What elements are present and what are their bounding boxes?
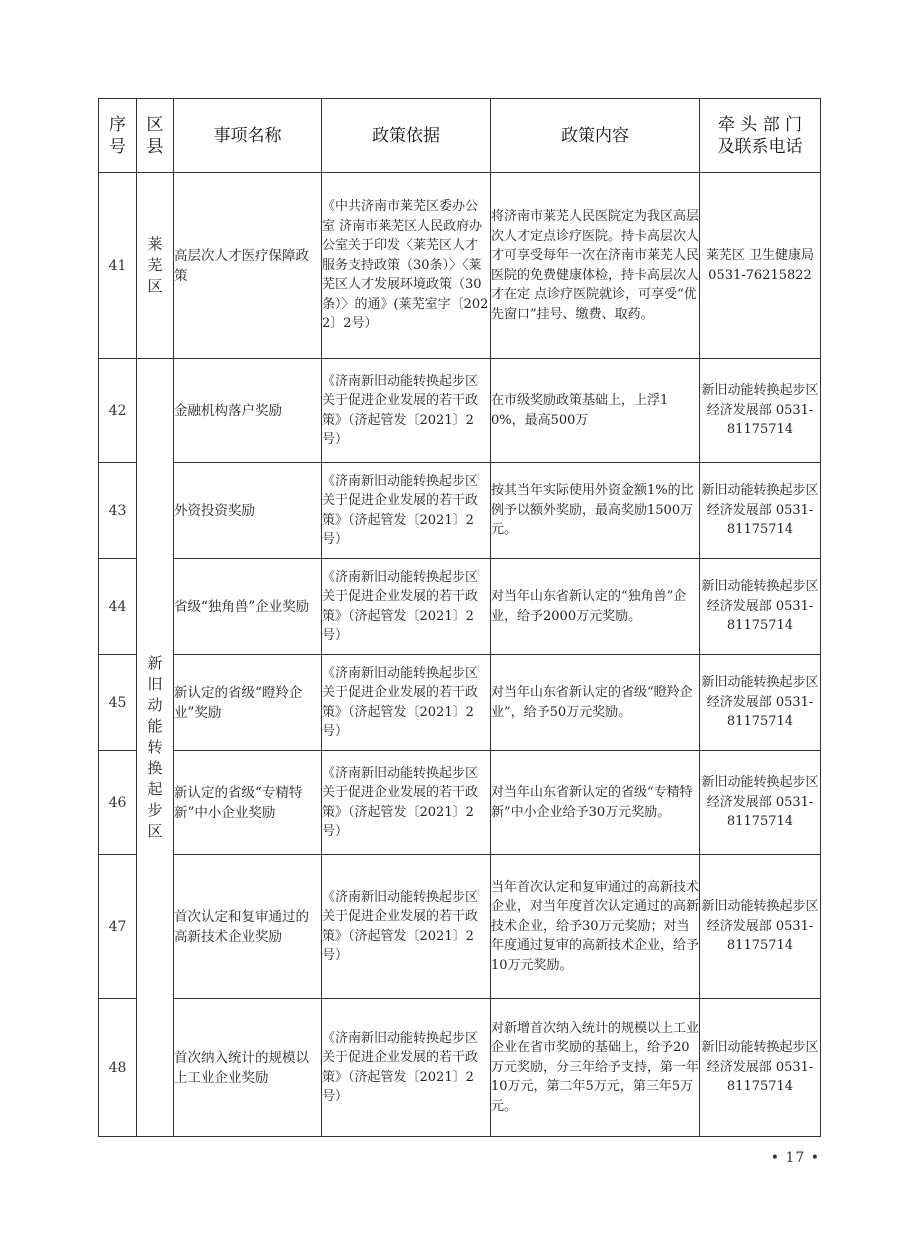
policy-content-cell: 对当年山东省新认定的省级“专精特新”中小企业给予30万元奖励。: [491, 751, 700, 855]
policy-content-cell: 按其当年实际使用外资金额1%的比例予以额外奖励，最高奖励1500万元。: [491, 463, 700, 559]
item-name-cell: 金融机构落户奖励: [174, 359, 322, 463]
header-lead-department: 牵 头 部 门 及联系电话: [700, 99, 821, 173]
item-name-cell: 首次纳入统计的规模以上工业企业奖励: [174, 999, 322, 1137]
row-number: 46: [99, 751, 137, 855]
row-number: 45: [99, 655, 137, 751]
item-name-cell: 高层次人才医疗保障政策: [174, 173, 322, 359]
policy-content-cell: 对当年山东省新认定的“独角兽”企业，给予2000万元奖励。: [491, 559, 700, 655]
department-cell: 新旧动能转换起步区经济发展部 0531-81175714: [700, 359, 821, 463]
district-cell: 莱芜区: [137, 173, 174, 359]
row-number: 43: [99, 463, 137, 559]
department-cell: 新旧动能转换起步区经济发展部 0531-81175714: [700, 855, 821, 999]
row-number: 48: [99, 999, 137, 1137]
policy-basis-cell: 《济南新旧动能转换起步区关于促进企业发展的若干政策》（济起管发〔2021〕2号）: [322, 655, 491, 751]
item-name-cell: 新认定的省级“瞪羚企业”奖励: [174, 655, 322, 751]
policy-table: [98, 98, 821, 1137]
policy-basis-cell: 《济南新旧动能转换起步区关于促进企业发展的若干政策》（济起管发〔2021〕2号）: [322, 559, 491, 655]
policy-basis-cell: 《济南新旧动能转换起步区关于促进企业发展的若干政策》（济起管发〔2021〕2号）: [322, 463, 491, 559]
department-cell: 新旧动能转换起步区经济发展部 0531-81175714: [700, 463, 821, 559]
header-seq: 序号: [99, 99, 137, 173]
department-cell: 新旧动能转换起步区经济发展部 0531-81175714: [700, 559, 821, 655]
policy-content-cell: 对当年山东省新认定的省级“瞪羚企业”，给予50万元奖励。: [491, 655, 700, 751]
policy-basis-cell: 《济南新旧动能转换起步区关于促进企业发展的若干政策》（济起管发〔2021〕2号）: [322, 855, 491, 999]
item-name-cell: 首次认定和复审通过的高新技术企业奖励: [174, 855, 322, 999]
policy-basis-cell: 《济南新旧动能转换起步区关于促进企业发展的若干政策》（济起管发〔2021〕2号）: [322, 359, 491, 463]
row-number: 44: [99, 559, 137, 655]
header-row: [99, 99, 821, 173]
item-name-cell: 新认定的省级“专精特新”中小企业奖励: [174, 751, 322, 855]
policy-content-cell: 当年首次认定和复审通过的高新技术企业，对当年度首次认定通过的高新技术企业，给予30万元奖励；对当年度通过复审的高新技术企业，给予10万元奖励。: [491, 855, 700, 999]
item-name-cell: 省级“独角兽”企业奖励: [174, 559, 322, 655]
policy-content-cell: 对新增首次纳入统计的规模以上工业企业在省市奖励的基础上，给予20万元奖励，分三年给予支持，第一年10万元，第二年5万元，第三年5万元。: [491, 999, 700, 1137]
department-cell: 新旧动能转换起步区经济发展部 0531-81175714: [700, 751, 821, 855]
department-cell: 新旧动能转换起步区经济发展部 0531-81175714: [700, 999, 821, 1137]
header-item-name: 事项名称: [174, 99, 322, 173]
table-row: [99, 855, 821, 999]
header-policy-basis: 政策依据: [322, 99, 491, 173]
policy-basis-cell: 《济南新旧动能转换起步区关于促进企业发展的若干政策》（济起管发〔2021〕2号）: [322, 751, 491, 855]
district-cell: 新旧动能转换起步区: [137, 359, 174, 1137]
item-name-cell: 外资投资奖励: [174, 463, 322, 559]
department-cell: 新旧动能转换起步区经济发展部 0531-81175714: [700, 655, 821, 751]
policy-content-cell: 将济南市莱芜人民医院定为我区高层次人才定点诊疗医院。持卡高层次人才可享受每年一次在济南市莱芜人民医院的免费健康体检，持卡高层次人才在定 点诊疗医院就诊，可享受“优先窗口”挂号、缴费、取药。: [491, 173, 700, 359]
table-row: [99, 559, 821, 655]
table-row: [99, 463, 821, 559]
page-number: • 17 •: [770, 1150, 820, 1166]
header-policy-content: 政策内容: [491, 99, 700, 173]
table-row: [99, 751, 821, 855]
department-cell: 莱芜区 卫生健康局 0531-76215822: [700, 173, 821, 359]
row-number: 41: [99, 173, 137, 359]
policy-basis-cell: 《中共济南市莱芜区委办公室 济南市莱芜区人民政府办公室关于印发〈莱芜区人才服务支持政策（30条）〉〈莱芜区人才发展环境政策（30条）〉的通》(莱芜室字〔2022〕2号）: [322, 173, 491, 359]
header-district: 区县: [137, 99, 174, 173]
policy-content-cell: 在市级奖励政策基础上，上浮10%，最高500万: [491, 359, 700, 463]
row-number: 42: [99, 359, 137, 463]
table-row: [99, 655, 821, 751]
table-row: [99, 173, 821, 359]
row-number: 47: [99, 855, 137, 999]
table-row: [99, 999, 821, 1137]
table-row: [99, 359, 821, 463]
policy-basis-cell: 《济南新旧动能转换起步区关于促进企业发展的若干政策》（济起管发〔2021〕2号）: [322, 999, 491, 1137]
